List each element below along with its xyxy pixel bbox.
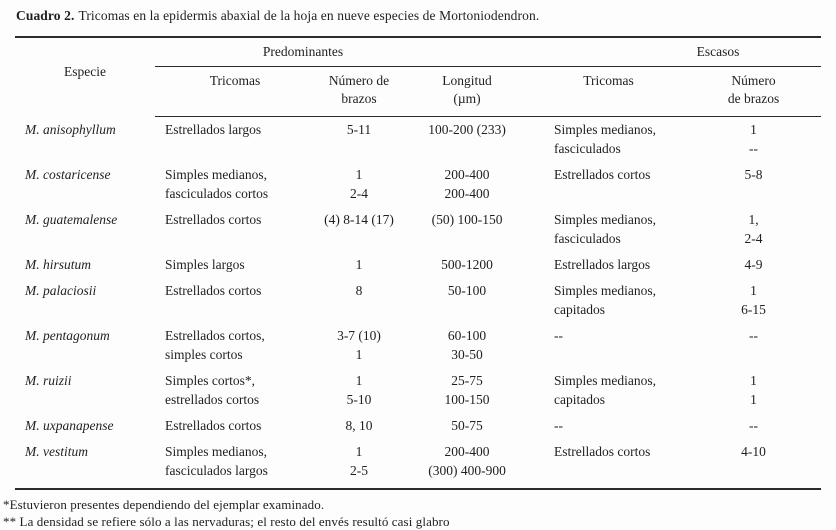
cell-tricomas-escasos: Simples medianos, fasciculados <box>531 207 686 252</box>
cell-tricomas-predominantes: Estrellados cortos, simples cortos <box>155 323 315 368</box>
cell-tricomas-escasos: -- <box>531 323 686 368</box>
column-header-numero-brazos-predominantes: Número de brazos <box>315 67 403 117</box>
cell-tricomas-predominantes: Simples largos <box>155 252 315 278</box>
table-body <box>15 117 821 490</box>
cell-longitud: (50) 100-150 <box>403 207 531 252</box>
table-row <box>15 413 821 439</box>
cell-tricomas-predominantes: Simples medianos, fasciculados cortos <box>155 162 315 207</box>
cell-longitud: 50-100 <box>403 278 531 323</box>
cell-longitud: 60-100 30-50 <box>403 323 531 368</box>
table-row <box>15 117 821 163</box>
cell-numero-brazos-escasos: -- <box>686 323 821 368</box>
column-header-numero-brazos-escasos: Número de brazos <box>686 67 821 117</box>
column-header-longitud-um: Longitud (µm) <box>403 67 531 117</box>
cell-longitud: 200-400 (300) 400-900 <box>403 439 531 489</box>
footnote-double-asterisk: ** La densidad se refiere sólo a las nervaduras; el resto del envés resultó casi glabro <box>3 514 822 530</box>
table-row <box>15 252 821 278</box>
cell-tricomas-predominantes: Estrellados largos <box>155 117 315 163</box>
cell-numero-brazos-escasos: 1 1 <box>686 368 821 413</box>
cell-numero-brazos-escasos: 5-8 <box>686 162 821 207</box>
column-header-tricomas-escasos: Tricomas <box>531 67 686 117</box>
cell-numero-brazos-escasos: 1 -- <box>686 117 821 163</box>
species-name: M. palaciosii <box>15 278 155 323</box>
species-name: M. guatemalense <box>15 207 155 252</box>
table-row <box>15 323 821 368</box>
cell-tricomas-escasos: Estrellados cortos <box>531 439 686 489</box>
species-name: M. anisophyllum <box>15 117 155 163</box>
cell-tricomas-predominantes: Estrellados cortos <box>155 278 315 323</box>
table-row <box>15 368 821 413</box>
cell-tricomas-predominantes: Simples cortos*, estrellados cortos <box>155 368 315 413</box>
species-name: M. costaricense <box>15 162 155 207</box>
cell-tricomas-escasos: Simples medianos, capitados <box>531 278 686 323</box>
cell-tricomas-escasos: Estrellados cortos <box>531 162 686 207</box>
cell-numero-brazos-predominantes: 5-11 <box>315 117 403 163</box>
column-group-escasos: Escasos <box>531 37 821 67</box>
cell-numero-brazos-escasos: -- <box>686 413 821 439</box>
cell-numero-brazos-predominantes: 8, 10 <box>315 413 403 439</box>
species-name: M. ruizii <box>15 368 155 413</box>
cell-tricomas-escasos: -- <box>531 413 686 439</box>
cell-longitud: 25-75 100-150 <box>403 368 531 413</box>
cell-numero-brazos-predominantes: 1 2-4 <box>315 162 403 207</box>
trichomes-table <box>15 36 821 490</box>
column-header-especie: Especie <box>15 37 155 117</box>
species-name: M. vestitum <box>15 439 155 489</box>
footnote-asterisk: *Estuvieron presentes dependiendo del ejemplar examinado. <box>3 497 822 514</box>
column-group-predominantes: Predominantes <box>155 37 531 67</box>
cell-numero-brazos-predominantes: 1 2-5 <box>315 439 403 489</box>
cell-numero-brazos-escasos: 1, 2-4 <box>686 207 821 252</box>
caption-label: Cuadro 2. <box>16 8 74 23</box>
cell-numero-brazos-predominantes: 3-7 (10) 1 <box>315 323 403 368</box>
table-row <box>15 278 821 323</box>
species-name: M. uxpanapense <box>15 413 155 439</box>
cell-tricomas-predominantes: Estrellados cortos <box>155 207 315 252</box>
cell-numero-brazos-escasos: 1 6-15 <box>686 278 821 323</box>
cell-numero-brazos-predominantes: 1 <box>315 252 403 278</box>
table-row <box>15 439 821 489</box>
cell-numero-brazos-predominantes: 8 <box>315 278 403 323</box>
column-header-tricomas-predominantes: Tricomas <box>155 67 315 117</box>
caption-text: Tricomas en la epidermis abaxial de la hoja en nueve especies de Mortoniodendron. <box>78 8 539 23</box>
cell-tricomas-escasos: Estrellados largos <box>531 252 686 278</box>
cell-tricomas-escasos: Simples medianos, capitados <box>531 368 686 413</box>
cell-longitud: 50-75 <box>403 413 531 439</box>
cell-tricomas-escasos: Simples medianos, fasciculados <box>531 117 686 163</box>
table-row <box>15 207 821 252</box>
cell-numero-brazos-predominantes: (4) 8-14 (17) <box>315 207 403 252</box>
cell-longitud: 100-200 (233) <box>403 117 531 163</box>
table-header <box>15 37 821 117</box>
cell-tricomas-predominantes: Estrellados cortos <box>155 413 315 439</box>
footnotes <box>3 497 822 530</box>
cell-numero-brazos-escasos: 4-9 <box>686 252 821 278</box>
group-header-row <box>15 37 821 67</box>
cell-tricomas-predominantes: Simples medianos, fasciculados largos <box>155 439 315 489</box>
cell-longitud: 200-400 200-400 <box>403 162 531 207</box>
table-row <box>15 162 821 207</box>
table-caption <box>16 8 822 24</box>
species-name: M. pentagonum <box>15 323 155 368</box>
cell-numero-brazos-escasos: 4-10 <box>686 439 821 489</box>
cell-longitud: 500-1200 <box>403 252 531 278</box>
cell-numero-brazos-predominantes: 1 5-10 <box>315 368 403 413</box>
species-name: M. hirsutum <box>15 252 155 278</box>
